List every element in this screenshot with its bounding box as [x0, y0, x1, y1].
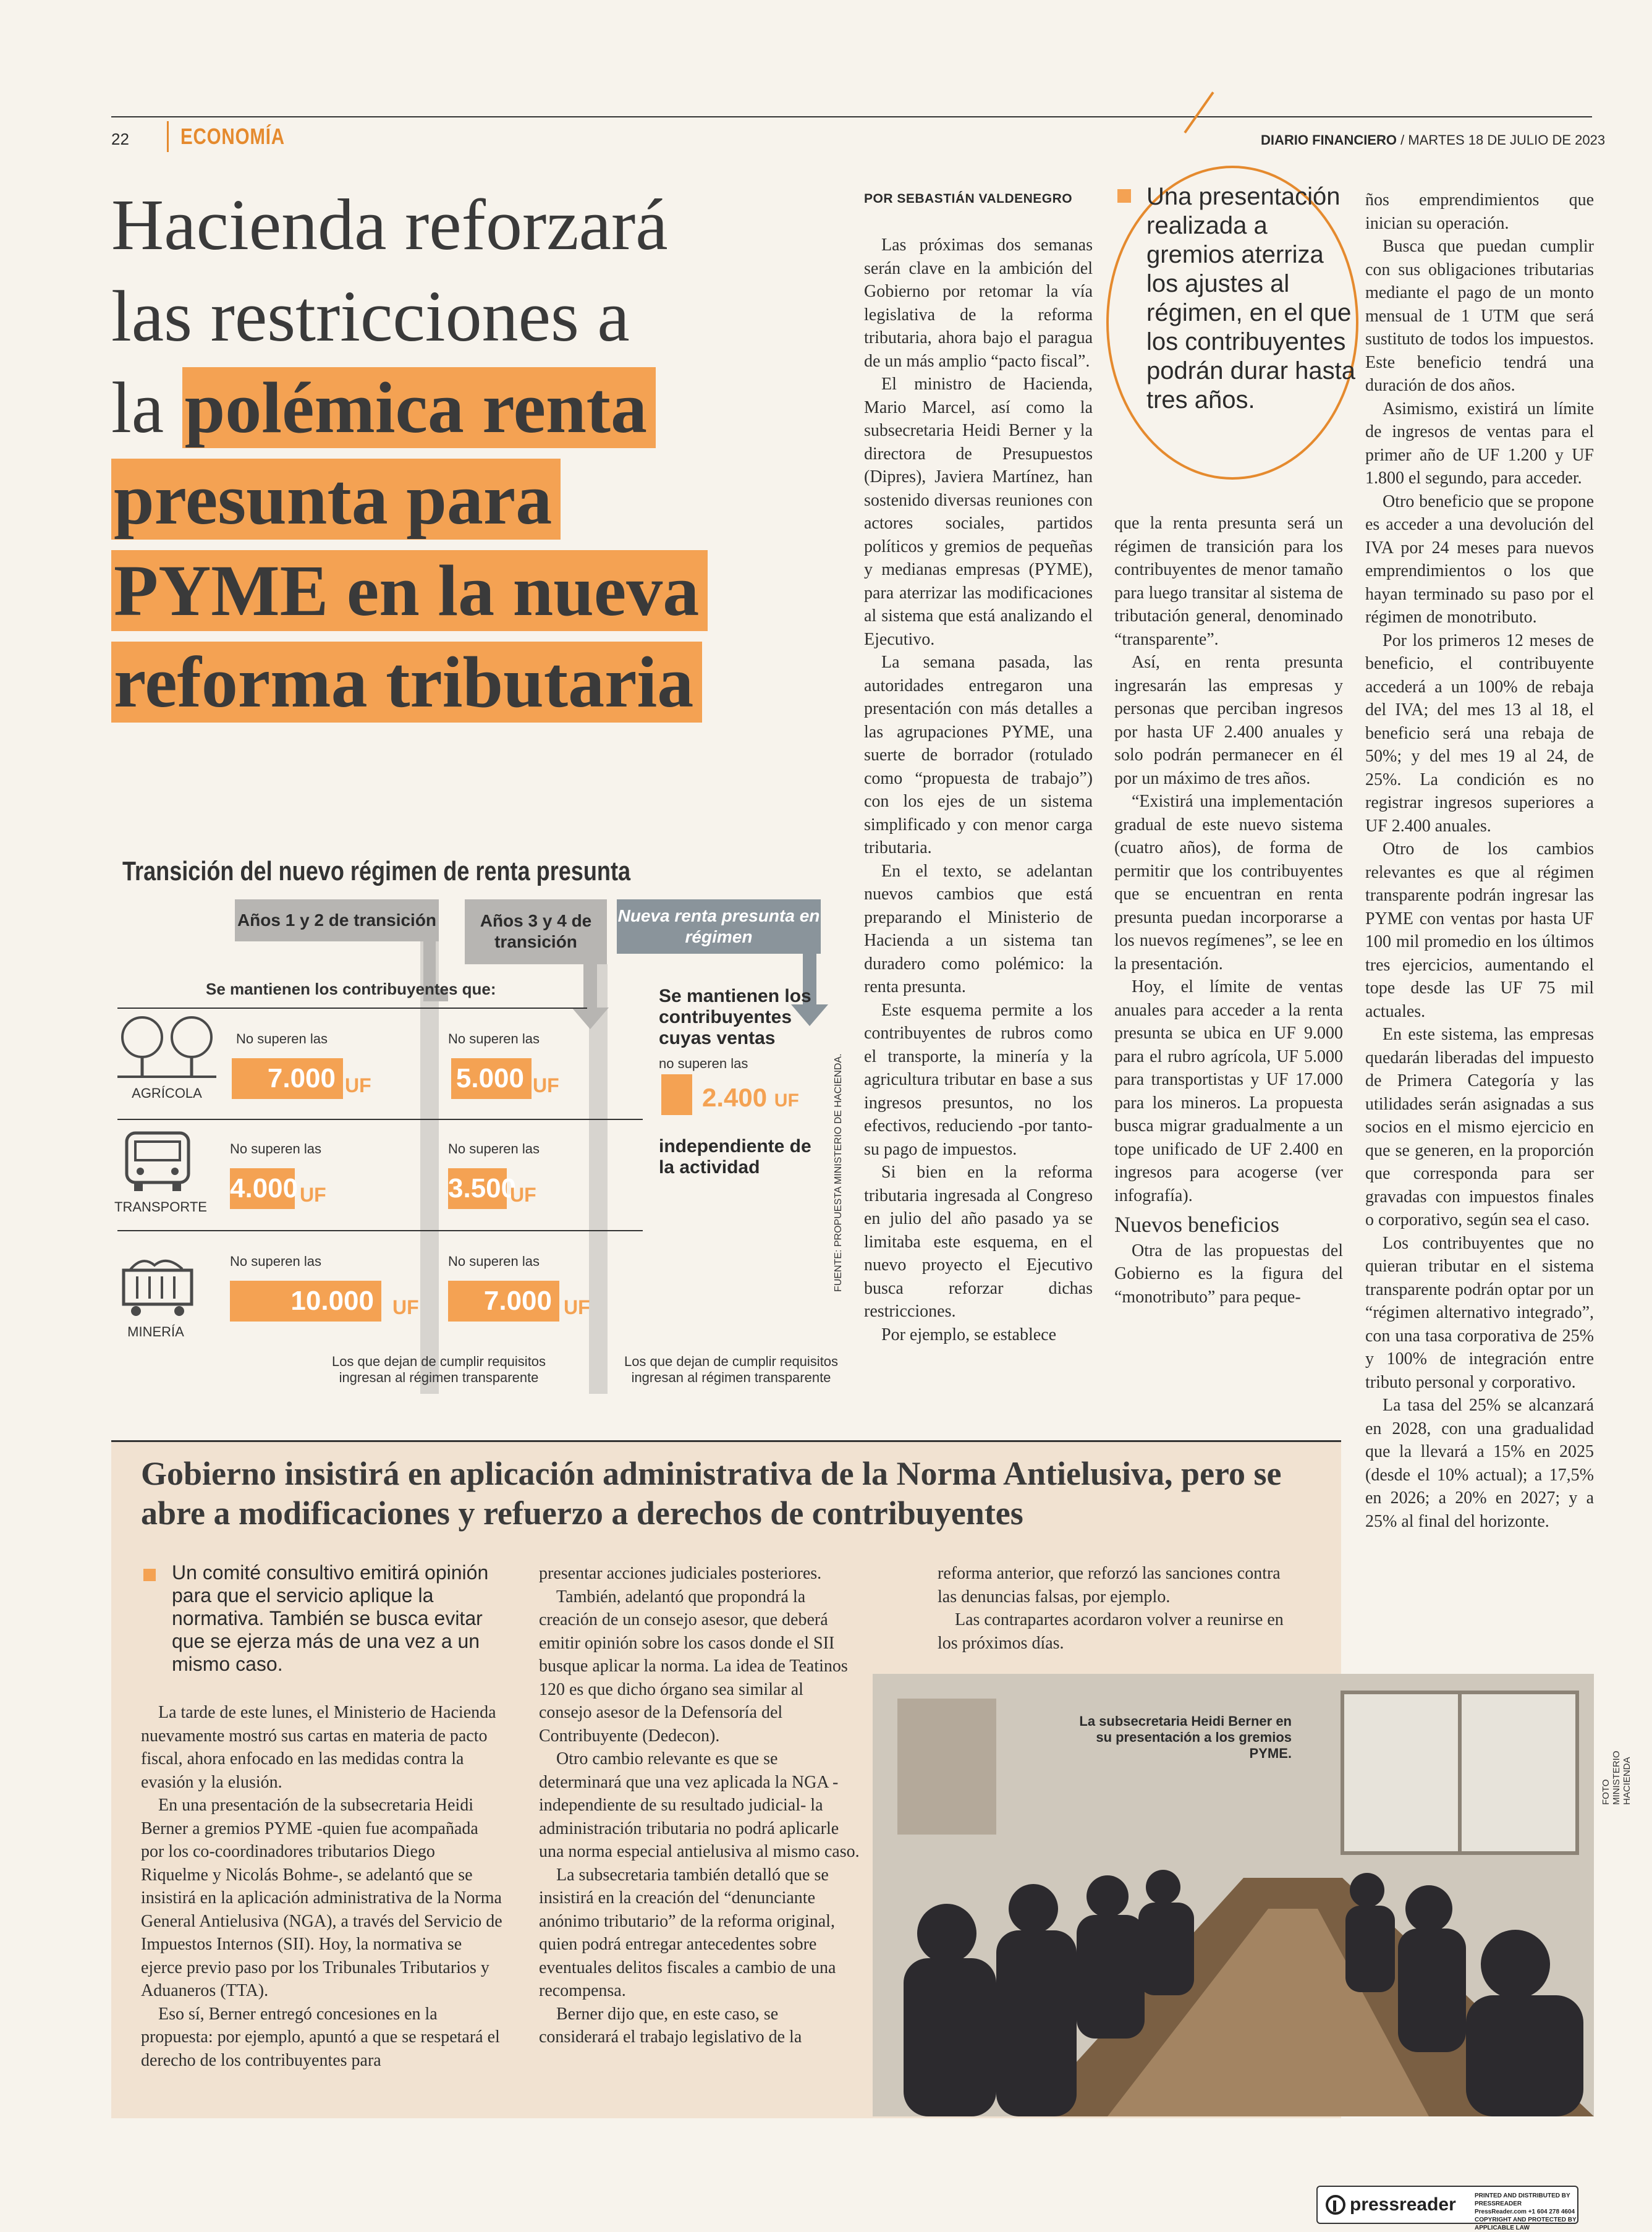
- paragraph: Las contrapartes acordaron volver a reunirse en los próximos días.: [938, 1610, 1284, 1653]
- paragraph: El ministro de Hacienda, Mario Marcel, así como la subsecretaria Heidi Berner y la directora de Presupuestos (Dipres), Javiera Martínez, han sostenido diversas reuniones con actores sociales, partidos políticos y gremios de pequeñas y medianas empresas (PYME), para aterrizar las modificaciones al sistema que está analizando el Ejecutivo.: [864, 375, 1093, 649]
- regime-number: 2.400: [702, 1083, 768, 1112]
- uf-unit: UF: [533, 1074, 559, 1097]
- byline: POR SEBASTIÁN VALDENEGRO: [864, 192, 1073, 206]
- paragraph: La semana pasada, las autoridades entregaron una presentación con más detalles a las agrupaciones PYME, una suerte de borrador (rotulado como “propuesta de trabajo”) con los ejes de un sistema simplificado y con menor carga tributaria.: [864, 653, 1093, 857]
- paragraph: Los contribuyentes que no quieran tributar en el sistema transparente podrán optar por un “régimen alternativo integrado”, con una tasa corporativa de 25% y 100% de integración entre tributo personal y corporativo.: [1365, 1233, 1594, 1392]
- not-exceed-label: No superen las: [448, 1254, 540, 1269]
- keep-label: Se mantienen los contribuyentes que:: [206, 980, 496, 998]
- headline-line: las restricciones a: [111, 276, 630, 357]
- pressreader-logo-icon: [1325, 2194, 1346, 2215]
- paragraph: La subsecretaria también detalló que se insistirá en la creación del “denunciante anónimo tributario” de la reforma original, quien podrá entregar antecedentes sobre eventuales delitos fiscales a cambio de una recompensa.: [539, 1865, 836, 2000]
- paragraph: Si bien en la reforma tributaria ingresada al Congreso en julio del año pasado ya se limitaba este esquema, en el nuevo proyecto el Ejecutivo busca reforzar dichas restricciones.: [864, 1163, 1093, 1321]
- infographic-source: FUENTE: PROPUESTA MINISTERIO DE HACIENDA.: [833, 1053, 844, 1292]
- box-column-1: [141, 1701, 506, 2072]
- newspaper-name: DIARIO FINANCIERO: [1261, 132, 1397, 148]
- pull-quote-marker: [1117, 189, 1131, 203]
- paragraph: Otro de los cambios relevantes es que al régimen transparente podrán ingresar las PYME con ventas por hasta UF 100 mil promedio en los últimos tres ejercicios, aumentando el tope desde las UF 75 mil actuales.: [1365, 839, 1594, 1021]
- paragraph: En el texto, se adelantan nuevos cambios que está preparando el Ministerio de Hacienda a un sistema tan duradero como polémico: la renta presunta.: [864, 861, 1093, 996]
- paragraph: También, adelantó que propondrá la creación de un consejo asesor, que deberá emitir opinión sobre los casos donde el SII busque aplicar la norma. La idea de Teatinos 120 es que dicho órgano sea similar al consejo asesor de la Defensoría del Contribuyente (Dedecon).: [539, 1587, 848, 1746]
- paragraph: En este sistema, las empresas quedarán liberadas del impuesto de Primera Categoría y las utilidades serán asignadas a sus socios en el mismo ejercicio en que se generen, en la proporción que corresponda para ser gravadas con impuestos finales o corporativo, según sea el caso.: [1365, 1025, 1594, 1229]
- regime-not-exceed: no superen las: [659, 1056, 748, 1071]
- not-exceed-label: No superen las: [448, 1031, 540, 1046]
- photo-caption: La subsecretaria Heidi Berner en su presentación a los gremios PYME.: [1079, 1713, 1292, 1761]
- value-box: 3.500: [448, 1168, 507, 1209]
- paragraph: Hoy, el límite de ventas anuales para acceder a la renta presunta se ubica en UF 9.000 para el rubro agrícola, UF 5.000 para transportistas y UF 17.000 para los mineros. La propuesta busca migrar gradualmente a un tope unificado de UF 2.400 en ingresos para acogerse (ver infografía).: [1114, 977, 1343, 1205]
- box-column-3: [938, 1562, 1296, 1655]
- row-divider: [117, 1119, 643, 1120]
- tree-icon: [114, 1014, 219, 1082]
- pressreader-brand: pressreader: [1350, 2194, 1456, 2215]
- headline: [111, 179, 834, 728]
- paragraph: Así, en renta presunta ingresarán las empresas y personas que perciban ingresos por hasta UF 2.400 anuales y solo podrán permanecer en él por un máximo de tres años.: [1114, 653, 1343, 788]
- pressreader-badge[interactable]: [1316, 2186, 1578, 2231]
- section-label: ECONOMÍA: [180, 124, 285, 149]
- uf-unit: UF: [392, 1296, 419, 1318]
- uf-unit: UF: [564, 1296, 590, 1318]
- headline-highlight: presunta para: [111, 459, 561, 540]
- box-title: Gobierno insistirá en aplicación administrativa de la Norma Antielusiva, pero se abre a modificaciones y refuerzo a derechos de contribuyentes: [141, 1455, 1282, 1532]
- paragraph: Este esquema permite a los contribuyentes de rubros como el transporte, la minería y la agricultura tributar en base a sus ingresos presuntos, no los efectivos, reduciendo -por tanto- su pago de impuestos.: [864, 1000, 1093, 1159]
- pressreader-line: PressReader.com +1 604 278 4604: [1475, 2209, 1575, 2215]
- headline-highlight: PYME en la nueva: [111, 550, 708, 631]
- regime-note: independiente de la actividad: [659, 1136, 811, 1178]
- mining-cart-icon: [117, 1252, 198, 1320]
- pressreader-line: PRINTED AND DISTRIBUTED BY PRESSREADER: [1475, 2192, 1570, 2207]
- headline-line: la: [111, 367, 182, 448]
- value-box: 7.000: [448, 1281, 559, 1322]
- paragraph: Por los primeros 12 meses de beneficio, el contribuyente accederá a un 100% de rebaja del IVA; del mes 13 al 18, el beneficio será una rebaja de 50%; y del mes 19 al 24, de 25%. La condición es no registrar ingresos superiores a UF 2.400 anuales.: [1365, 630, 1594, 836]
- value-box: 4.000: [230, 1168, 295, 1209]
- article-column-1: [864, 234, 1093, 1346]
- sector-label: TRANSPORTE: [114, 1199, 207, 1215]
- not-exceed-label: No superen las: [236, 1031, 328, 1046]
- paragraph: ños emprendimientos que inician su operación.: [1365, 190, 1594, 233]
- regime-unit: UF: [774, 1090, 799, 1111]
- paragraph: “Existirá una implementación gradual de este nuevo sistema (cuatro años), de forma de permitir que los contribuyentes que se encuentran en renta presunta puedan incorporarse a los nuevos regímenes”, se lee en la presentación.: [1114, 792, 1343, 974]
- section-marker: [167, 121, 169, 152]
- box-lead-marker: [143, 1569, 156, 1581]
- leave-note: Los que dejan de cumplir requisitos ingresan al régimen transparente: [624, 1354, 839, 1385]
- value-box: 10.000: [230, 1281, 381, 1322]
- paragraph: Asimismo, existirá un límite de ingresos de ventas para el primer año de UF 1.200 y UF 1.800 el segundo, para acceder.: [1365, 399, 1594, 488]
- article-column-2: [1114, 512, 1343, 1309]
- regime-value-swatch: [661, 1074, 692, 1115]
- paragraph: Las próximas dos semanas serán clave en la ambición del Gobierno por retomar la vía legislativa de la reforma tributaria, ahora bajo el paragua de un más amplio “pacto fiscal”.: [864, 236, 1093, 371]
- phase3-label: Nueva renta presunta en régimen: [617, 906, 820, 946]
- paragraph: Busca que puedan cumplir con sus obligaciones tributarias mediante el pago de un monto mensual de 1 UTM que será sustituto de todos los impuestos. Este beneficio tendrá una duración de dos años.: [1365, 237, 1594, 395]
- article-column-3: [1365, 189, 1594, 1533]
- paragraph: La tarde de este lunes, el Ministerio de Hacienda nuevamente mostró sus cartas en materia de pacto fiscal, ahora enfocado en las medidas contra la evasión y la elusión.: [141, 1703, 496, 1792]
- not-exceed-label: No superen las: [230, 1141, 321, 1156]
- box-column-2: [539, 1562, 860, 2049]
- pressreader-notice: [1475, 2192, 1577, 2232]
- sector-label: AGRÍCOLA: [132, 1085, 202, 1101]
- pressreader-line: COPYRIGHT AND PROTECTED BY APPLICABLE LAW: [1475, 2217, 1577, 2231]
- subheading: Nuevos beneficios: [1114, 1212, 1279, 1237]
- box-lead: Un comité consultivo emitirá opinión para que el servicio aplique la normativa. También se busca evitar que se ejerza más de una vez a un mismo caso.: [172, 1561, 489, 1675]
- uf-unit: UF: [510, 1184, 536, 1206]
- paragraph: Eso sí, Berner entregó concesiones en la propuesta: por ejemplo, apuntó a que se respetará el derecho de los contribuyentes para: [141, 2004, 500, 2070]
- paragraph: Por ejemplo, se establece: [881, 1325, 1057, 1344]
- paragraph: En una presentación de la subsecretaria Heidi Berner a gremios PYME -quien fue acompañada por los co-coordinadores tributarios Diego Riquelme y Nicolás Bohme-, se adelantó que se insistirá en la aplicación administrativa de la Norma General Antielusiva (NGA), a través del Servicio de Impuestos Internos (SII). Hoy, la normativa se ejerce previo paso por los Tribunales Tributarios y Aduaneros (TTA).: [141, 1796, 502, 2000]
- phase2-label: Años 3 y 4 de transición: [480, 911, 592, 951]
- paragraph: Otro beneficio que se propone es acceder a una devolución del IVA por 24 meses para nuevos emprendimientos o los que hayan terminado su paso por el régimen de monotributo.: [1365, 491, 1594, 627]
- paragraph: reforma anterior, que reforzó las sanciones contra las denuncias falsas, por ejemplo.: [938, 1564, 1281, 1606]
- uf-unit: UF: [345, 1074, 371, 1097]
- regime-value: [702, 1083, 799, 1113]
- newspaper-dateline: [1261, 132, 1605, 148]
- paragraph: Berner dijo que, en este caso, se considerará el trabajo legislativo de la: [539, 2004, 802, 2047]
- not-exceed-label: No superen las: [448, 1141, 540, 1156]
- photo-credit: FOTO MINISTERIO HACIENDA: [1601, 1750, 1632, 1805]
- paragraph: que la renta presunta será un régimen de transición para los contribuyentes de menor tamaño para luego transitar al sistema de tributación general, denominado “transparente”.: [1114, 514, 1343, 649]
- uf-unit: UF: [300, 1184, 326, 1206]
- not-exceed-label: No superen las: [230, 1254, 321, 1269]
- phase1-label: Años 1 y 2 de transición: [237, 910, 437, 930]
- pull-quote: Una presentación realizada a gremios aterriza los ajustes al régimen, en el que los contribuyentes podrán durar hasta tres años.: [1146, 183, 1356, 414]
- headline-highlight: reforma tributaria: [111, 642, 702, 723]
- paragraph: Otro cambio relevante es que se determinará que una vez aplicada la NGA -independiente de su resultado judicial- la administración tributaria no podrá aplicarle una norma especial antielusiva al mismo caso.: [539, 1749, 860, 1861]
- headline-highlight: polémica renta: [182, 367, 656, 448]
- paragraph: Otra de las propuestas del Gobierno es la figura del “monotributo” para peque-: [1114, 1241, 1343, 1307]
- issue-date: / MARTES 18 DE JULIO DE 2023: [1400, 132, 1606, 148]
- row-divider: [117, 1008, 587, 1009]
- sector-label: MINERÍA: [127, 1324, 184, 1339]
- row-divider: [117, 1230, 643, 1231]
- leave-note: Los que dejan de cumplir requisitos ingresan al régimen transparente: [331, 1354, 546, 1385]
- infographic-title: Transición del nuevo régimen de renta presunta: [122, 856, 631, 886]
- bus-icon: [121, 1128, 195, 1196]
- value-box: 5.000: [451, 1058, 532, 1099]
- value-box: 7.000: [232, 1058, 343, 1099]
- pull-quote-stroke: [1184, 91, 1214, 134]
- paragraph: La tasa del 25% se alcanzará en 2028, con una gradualidad que la llevará a 15% en 2025 (desde el 10% actual); a 17,5% en 2026; a 20% en 2027; y a 25% al final del horizonte.: [1365, 1396, 1594, 1531]
- regime-keep-label: Se mantienen los contribuyentes cuyas ventas: [659, 986, 811, 1048]
- page-number: 22: [111, 130, 129, 148]
- paragraph: presentar acciones judiciales posteriores.: [539, 1564, 822, 1583]
- header-rule: [111, 116, 1592, 117]
- headline-line: Hacienda reforzará: [111, 184, 668, 265]
